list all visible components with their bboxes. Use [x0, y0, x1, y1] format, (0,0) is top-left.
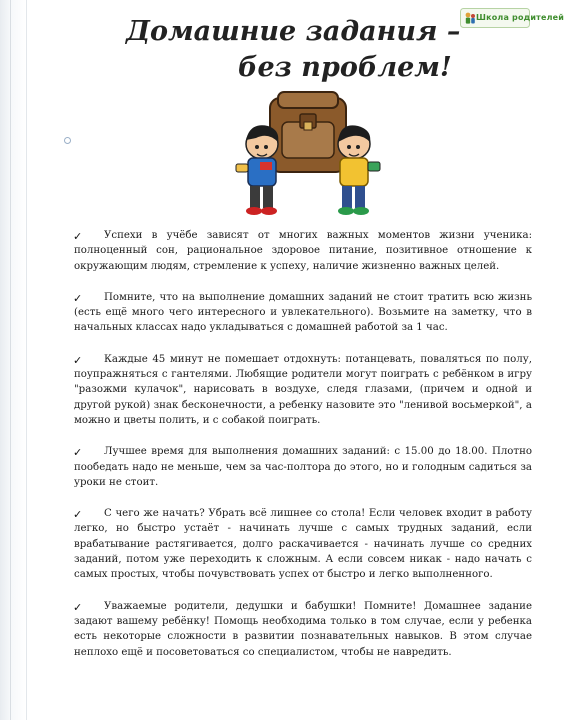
tip-paragraph-5: [74, 506, 532, 582]
tip-text: Лучшее время для выполнения домашних заданий: с 15.00 до 18.00. Плотно пообедать надо не меньше, чем за час-полтора до этого, но и голодным садиться за уроки не стоит.: [74, 446, 532, 488]
logo-text: Школа родителей: [476, 13, 564, 22]
tip-paragraph-2: [74, 290, 532, 336]
checkmark-icon: ✓: [73, 291, 83, 305]
page-title: [0, 14, 540, 86]
ring-icon: [64, 137, 71, 144]
title-line-1: Домашние задания –: [126, 16, 461, 47]
checkmark-icon: ✓: [73, 230, 83, 243]
tip-text: Успехи в учёбе зависят от многих важных моментов жизни ученика: полноценный сон, рациональное здоровое питание, позитивное отношение к окружающим людям, стремление к успеху, наличие жизненно важных целей.: [74, 230, 532, 272]
tips-list: [74, 228, 532, 676]
boy-left-icon: [236, 125, 278, 215]
border-line: [10, 0, 11, 720]
tip-text: С чего же начать? Убрать всё лишнее со стола! Если человек входит в работу легко, но быстро устаёт - начинать лучше с самых трудных заданий, если врабатывание растягивается, долго раскачивается - начинать лучше со средних заданий, потом уже переходить к сложным. А если совсем никак - надо начать с самых простых, чтобы почувствовать успех от быстро и легко выполненного.: [74, 508, 532, 581]
tip-text: Каждые 45 минут не помешает отдохнуть: потанцевать, поваляться по полу, поупражняться с гантелями. Любящие родители могут поиграть с ребёнком в игру "разожми кулачок", нарисовать в воздухе, следя глазами, (причем и одной и другой рукой) знак бесконечности, а ребенку назовите это "ленивой восьмеркой", а можно и цветы полить, и с собакой поиграть.: [74, 353, 532, 426]
checkmark-icon: ✓: [73, 600, 83, 614]
children-with-backpack-illustration: [232, 92, 384, 222]
checkmark-icon: ✓: [73, 353, 83, 367]
boy-right-icon: [338, 125, 380, 215]
checkmark-icon: ✓: [73, 446, 83, 460]
checkmark-icon: ✓: [73, 508, 83, 522]
page-left-border: [0, 0, 27, 720]
tip-text: Помните, что на выполнение домашних заданий не стоит тратить всю жизнь (есть ещё много чего интересного и увлекательного). Возьмите на заметку, что в начальных классах надо укладываться с домашней работой за 1 час.: [74, 291, 532, 334]
tip-paragraph-6: [74, 599, 532, 660]
tip-text: Уважаемые родители, дедушки и бабушки! Помните! Домашнее задание задают вашему ребёнку! Помощь необходима только в том случае, если у ребенка есть некоторые сложности в развитии познавательных навыков. В этом случае неплохо ещё и посоветоваться со специалистом, чтобы не навредить.: [74, 600, 532, 658]
title-line-2: без проблем!: [238, 52, 452, 83]
tip-paragraph-1: [74, 228, 532, 274]
backpack-icon: [264, 92, 353, 172]
tip-paragraph-3: [74, 352, 532, 428]
tip-paragraph-4: [74, 444, 532, 490]
